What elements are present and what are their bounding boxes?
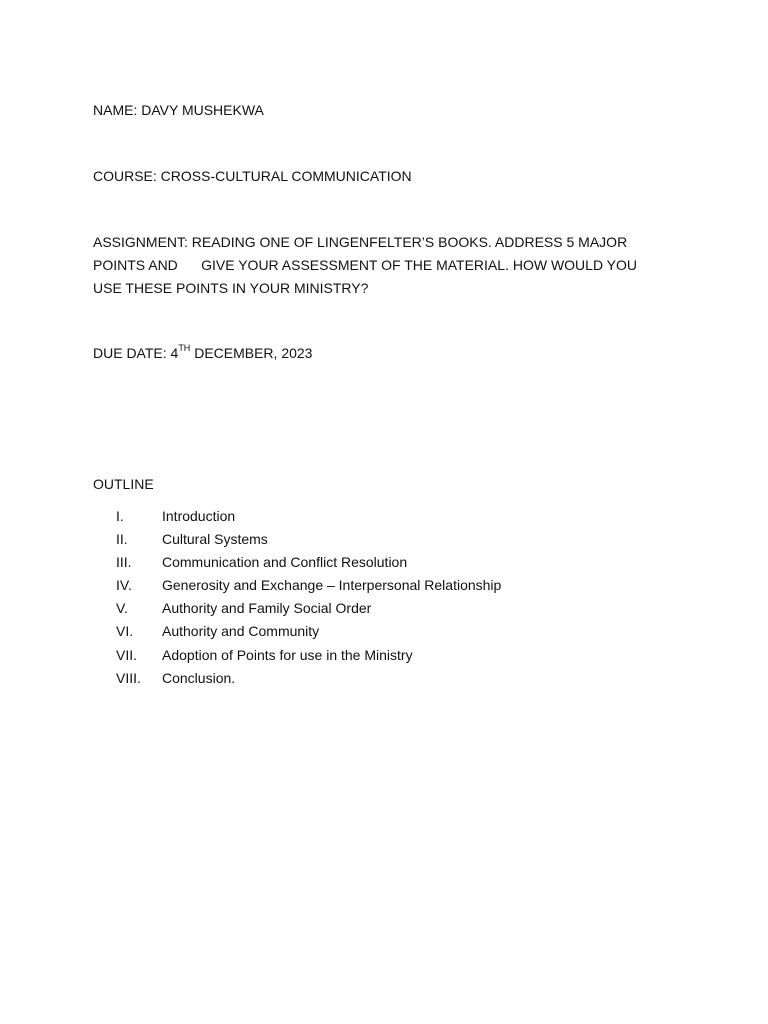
outline-item-number: IV. bbox=[116, 577, 132, 594]
course-title: COURSE: CROSS-CULTURAL COMMUNICATION bbox=[93, 168, 412, 184]
outline-item-number: II. bbox=[116, 531, 128, 548]
outline-item-number: VII. bbox=[116, 646, 138, 663]
due-date-suffix: DECEMBER, 2023 bbox=[190, 345, 313, 361]
outline-item-number: VI. bbox=[116, 623, 134, 640]
student-name: NAME: DAVY MUSHEKWA bbox=[93, 102, 264, 118]
outline-item-number: III. bbox=[116, 554, 132, 571]
due-date-prefix: DUE DATE: 4 bbox=[93, 345, 179, 361]
outline-item-text: Introduction bbox=[162, 508, 236, 524]
outline-item-number: VIII. bbox=[116, 669, 141, 686]
outline-item-text: Authority and Community bbox=[162, 623, 320, 640]
outline-item-text: Conclusion. bbox=[162, 669, 236, 686]
due-date bbox=[93, 342, 312, 365]
outline-heading: OUTLINE bbox=[93, 476, 154, 492]
outline-item-text: Cultural Systems bbox=[162, 531, 268, 548]
due-date-ordinal: TH bbox=[178, 343, 191, 354]
outline-item-text: Adoption of Points for use in the Ministry bbox=[162, 646, 413, 663]
assignment-line: POINTS AND GIVE YOUR ASSESSMENT OF THE MATERIAL. HOW WOULD YOU bbox=[93, 257, 638, 273]
outline-item-number: V. bbox=[116, 600, 128, 617]
assignment-line: ASSIGNMENT: READING ONE OF LINGENFELTER’S BOOKS. ADDRESS 5 MAJOR bbox=[93, 234, 628, 250]
outline-item-text: Authority and Family Social Order bbox=[162, 600, 372, 617]
outline-item-text: Generosity and Exchange – Interpersonal Relationship bbox=[162, 577, 502, 594]
assignment-line: USE THESE POINTS IN YOUR MINISTRY? bbox=[93, 280, 369, 296]
outline-item-number: I. bbox=[116, 508, 124, 524]
assignment-description bbox=[93, 231, 673, 300]
outline-item-text: Communication and Conflict Resolution bbox=[162, 554, 408, 571]
